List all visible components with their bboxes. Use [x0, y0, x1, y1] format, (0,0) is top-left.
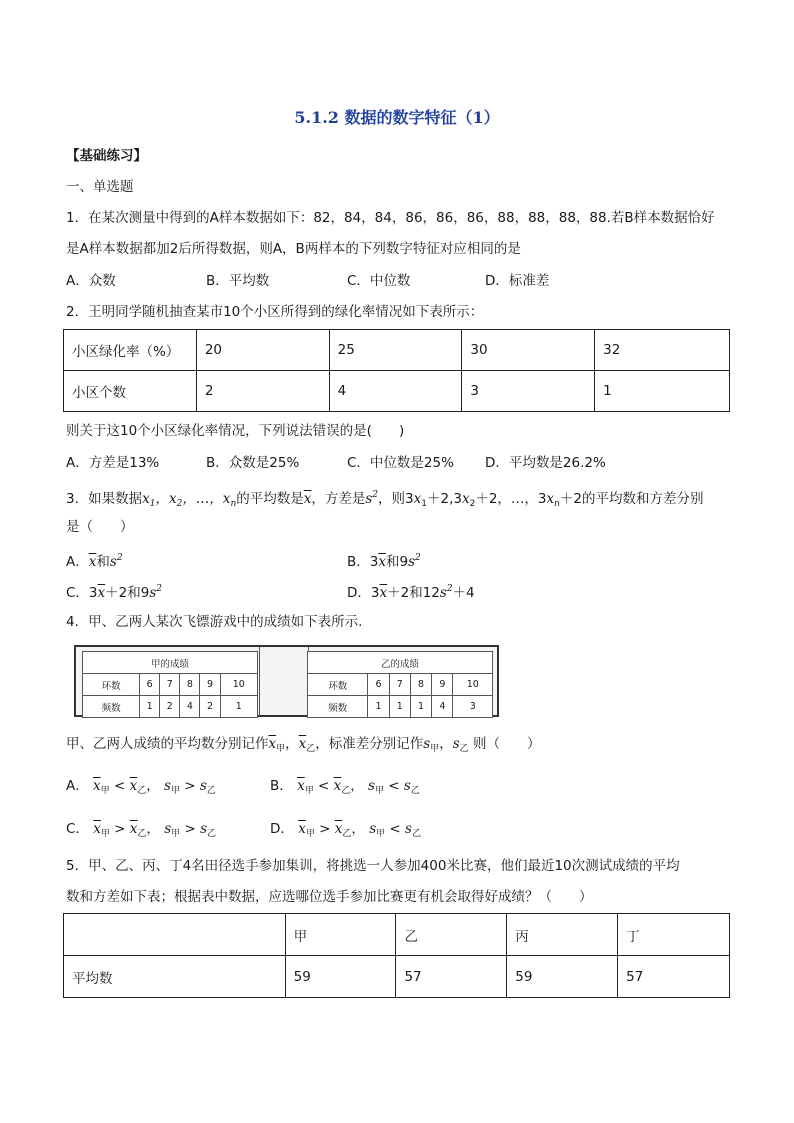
math-xbar: $\overline{x}$: [303, 491, 312, 507]
math-xbar: $\overline{x}$: [378, 554, 386, 570]
math-s-yi: s: [452, 736, 460, 752]
math-xbar: $\overline{x}$: [333, 778, 342, 794]
math-xbar: $\overline{x}$: [97, 585, 106, 601]
subscript-jia: 甲: [430, 744, 440, 754]
option-label: D．3: [347, 585, 380, 601]
q1-stem-line2: 是A样本数据都加2后所得数据，则A，B两样本的下列数字特征对应相同的是: [66, 241, 521, 257]
q5-stem-line2: 数和方差如下表；根据表中数据，应选哪位选手参加比赛更有机会取得好成绩？（ ）: [66, 889, 593, 905]
q3-text: ，则: [378, 491, 406, 507]
q3-text: 的平均数是: [236, 491, 304, 507]
math-xbar: $\overline{x}$: [379, 585, 388, 601]
math-xbar: $\overline{x}$: [93, 778, 101, 794]
q1-option-d: D．标准差: [485, 273, 550, 289]
option-label: A．: [66, 554, 89, 570]
math-s: s: [403, 778, 411, 794]
math-s: s: [368, 778, 375, 794]
q2-option-c: C．中位数是25%: [347, 455, 454, 471]
q4-option-a: A． $\overline{x}_甲 < \overline{x}_乙$， $s_甲 > s_乙$: [66, 778, 216, 796]
table-cell: 1: [140, 696, 160, 718]
table-cell: 25: [329, 330, 462, 371]
subscript: 乙: [410, 786, 420, 796]
yi-score-table: [307, 651, 493, 718]
math-s: s: [164, 778, 171, 794]
table-cell: 59: [285, 956, 396, 998]
table-cell: 32: [595, 330, 730, 371]
table-cell: 8: [410, 674, 431, 696]
table-cell: 2: [196, 371, 329, 412]
q4-option-c: C． $\overline{x}_甲 > \overline{x}_乙$， $s_甲 > s_乙$: [66, 821, 217, 839]
table-cell: 环数: [308, 674, 368, 696]
page-title: 5.1.2 数据的数字特征（1）: [294, 108, 500, 127]
q3-option-d: [347, 580, 475, 602]
math-xbar-jia: $\overline{x}$: [268, 736, 277, 752]
subscript: 乙: [411, 829, 421, 839]
table-cell: 小区个数: [64, 371, 197, 412]
dart-score-image: [74, 645, 499, 717]
q3-option-b: [347, 549, 421, 571]
table-cell: 57: [618, 956, 730, 998]
math-s: s: [200, 821, 208, 837]
math-s2: $s^2$: [365, 490, 379, 507]
table-cell: 57: [396, 956, 507, 998]
table-cell: 7: [389, 674, 410, 696]
table-cell: 1: [368, 696, 389, 718]
math-xbar: $\overline{x}$: [334, 821, 343, 837]
table-cell: 4: [180, 696, 200, 718]
q1-stem-line1: 1．在某次测量中得到的A样本数据如下：82，84，84，86，86，86，88，88，88，88.若B样本数据恰好: [66, 210, 715, 226]
table-row: [308, 696, 493, 718]
table-cell: 10: [220, 674, 257, 696]
table-cell: 4: [329, 371, 462, 412]
q1-option-a: A．众数: [66, 273, 116, 289]
q4-stem: 4．甲、乙两人某次飞镖游戏中的成绩如下表所示.: [66, 614, 363, 630]
table-cell: 频数: [308, 696, 368, 718]
option-label: C．: [66, 821, 89, 837]
table-cell: 6: [368, 674, 389, 696]
option-text: ＋4: [452, 585, 475, 601]
q1-option-c: C．中位数: [347, 273, 411, 289]
q4-text: ，标准差分别记作: [315, 736, 424, 752]
table-cell: 9: [200, 674, 220, 696]
q5-stem-line1: 5．甲、乙、丙、丁4名田径选手参加集训，将挑选一人参加400米比赛，他们最近10次测试成绩的平均: [66, 858, 680, 874]
table-cell: 7: [160, 674, 180, 696]
table-cell: 3: [453, 696, 493, 718]
table-row: [64, 914, 730, 956]
q2-stem: 2．王明同学随机抽查某市10个小区所得到的绿化率情况如下表所示：: [66, 304, 484, 320]
table-cell: 3: [462, 371, 595, 412]
q3-option-a: [66, 549, 123, 571]
option-text: ＋2和9: [105, 585, 150, 601]
subscript: 甲: [100, 786, 110, 796]
math-s: s: [164, 821, 172, 837]
math-s2: $s^2$: [109, 553, 123, 570]
subscript: 甲: [170, 786, 180, 796]
table-gap: [259, 647, 309, 715]
table-cell: 30: [462, 330, 595, 371]
table-cell: 2: [160, 696, 180, 718]
math-xbar-yi: $\overline{x}$: [298, 736, 307, 752]
table-cell: 频数: [83, 696, 140, 718]
table-cell: 4: [432, 696, 453, 718]
table-title: 乙的成绩: [308, 652, 493, 674]
q3-text: 的平均数和方差分别: [581, 491, 704, 507]
subscript: 甲: [304, 786, 314, 796]
math-s2: $s^2$: [408, 553, 421, 570]
subscript: 甲: [376, 829, 386, 839]
table-cell: 小区绿化率（%）: [64, 330, 197, 371]
subscript: 乙: [206, 786, 216, 796]
option-text: 和9: [385, 554, 409, 570]
table-cell: 59: [507, 956, 618, 998]
math-xbar: $\overline{x}$: [129, 821, 138, 837]
table-row: [83, 696, 258, 718]
table-cell: 环数: [83, 674, 140, 696]
q3-stem-line2: 是（ ）: [66, 519, 134, 535]
q3-text: ，方差是: [311, 491, 366, 507]
option-text: ＋2和12: [387, 585, 440, 601]
table-row: [308, 674, 493, 696]
option-label: D．: [270, 821, 294, 837]
subscript: 乙: [342, 829, 352, 839]
table-cell: 乙: [396, 914, 507, 956]
table-cell: 丁: [618, 914, 730, 956]
math-xbar: $\overline{x}$: [88, 554, 97, 570]
subscript: 甲: [100, 829, 110, 839]
table-title: 甲的成绩: [83, 652, 258, 674]
math-xbar: $\overline{x}$: [298, 821, 306, 837]
jia-score-table: [82, 651, 258, 718]
table-cell: 丙: [507, 914, 618, 956]
math-s2: $s^2$: [149, 584, 162, 601]
math-xbar: $\overline{x}$: [93, 821, 101, 837]
q2-table: [63, 329, 730, 412]
math-transformed: $3x_1+2,3x_2+2$，…，$3x_n+2$: [405, 491, 582, 509]
table-cell: 甲: [285, 914, 396, 956]
option-text: 和: [96, 554, 110, 570]
math-s2: $s^2$: [439, 584, 453, 601]
option-label: B．: [270, 778, 293, 794]
option-label: A．: [66, 778, 89, 794]
math-s: s: [405, 821, 412, 837]
table-cell: 20: [196, 330, 329, 371]
subscript: 乙: [341, 786, 351, 796]
q5-table: [63, 913, 730, 998]
q4-text: 则（ ）: [472, 736, 541, 752]
table-cell: 1: [410, 696, 431, 718]
table-cell: 9: [432, 674, 453, 696]
table-cell: 1: [220, 696, 257, 718]
q2-option-d: D．平均数是26.2%: [485, 455, 606, 471]
table-cell: 平均数: [64, 956, 286, 998]
subscript-yi: 乙: [459, 744, 469, 754]
math-s-jia: s: [423, 736, 431, 752]
table-row: [64, 371, 730, 412]
subscript: 乙: [207, 829, 217, 839]
subscript: 甲: [171, 829, 181, 839]
table-cell: [64, 914, 286, 956]
option-label: C．3: [66, 585, 98, 601]
table-cell: 8: [180, 674, 200, 696]
subscript: 甲: [305, 829, 315, 839]
table-cell: 10: [453, 674, 493, 696]
q4-option-d: D． $\overline{x}_甲 > \overline{x}_乙$， $s_甲 < s_乙$: [270, 821, 421, 839]
option-label: B．3: [347, 554, 379, 570]
math-xbar: $\overline{x}$: [129, 778, 138, 794]
q4-option-b: B． $\overline{x}_甲 < \overline{x}_乙$， $s_甲 < s_乙$: [270, 778, 420, 796]
table-row: [83, 674, 258, 696]
table-cell: 1: [595, 371, 730, 412]
table-row: [64, 956, 730, 998]
subscript: 乙: [137, 829, 147, 839]
section-basic-practice: 【基础练习】: [66, 148, 147, 164]
q3-option-c: [66, 580, 162, 602]
q3-text: 3．如果数据: [66, 491, 143, 507]
subscript: 甲: [374, 786, 384, 796]
section-single-choice: 一、单选题: [66, 179, 134, 195]
table-cell: 6: [140, 674, 160, 696]
q3-stem-line1: [66, 486, 703, 513]
q4-question: 甲、乙两人成绩的平均数分别记作$\overline{x}_甲$，$\overline{x}_乙$，标准差分别记作$s_甲$，$s_乙$ 则（ ）: [66, 736, 541, 754]
q2-option-a: A．方差是13%: [66, 455, 160, 471]
q2-question: 则关于这10个小区绿化率情况，下列说法错误的是( ): [66, 423, 405, 439]
table-cell: 2: [200, 696, 220, 718]
subscript-yi: 乙: [306, 744, 316, 754]
q1-option-b: B．平均数: [206, 273, 270, 289]
q2-option-b: B．众数是25%: [206, 455, 300, 471]
math-s: s: [369, 821, 377, 837]
subscript: 乙: [137, 786, 147, 796]
math-s: s: [199, 778, 207, 794]
q4-text: 甲、乙两人成绩的平均数分别记作: [66, 736, 269, 752]
table-row: [64, 330, 730, 371]
table-cell: 1: [389, 696, 410, 718]
math-data-list: $x_1$，$x_2$，…，$x_n$: [142, 491, 237, 509]
subscript-jia: 甲: [276, 744, 286, 754]
math-xbar: $\overline{x}$: [297, 778, 305, 794]
